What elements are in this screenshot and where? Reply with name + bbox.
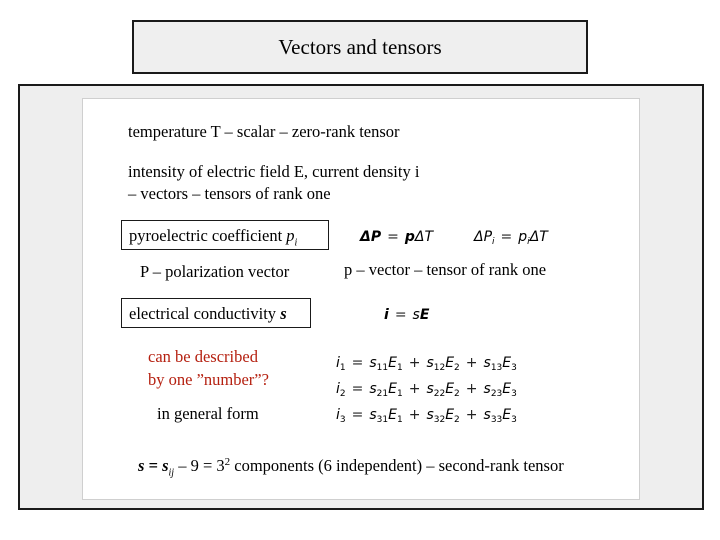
conductivity-symbol: s [280, 304, 287, 323]
general-form-label: in general form [157, 404, 259, 423]
pyroelectric-label: pyroelectric coefficient [129, 226, 283, 245]
equation-dp-vector: ΔP = pΔT [360, 229, 434, 245]
p-vector-line: p – vector – tensor of rank one [344, 260, 547, 279]
tensor-summary-line [138, 458, 564, 478]
tensor-count: – 9 = 3 [174, 456, 225, 475]
pyroelectric-symbol-index: i [294, 237, 298, 249]
equation-ohm-law: i = sE [384, 307, 430, 323]
polarization-line: P – polarization vector [140, 262, 290, 281]
temperature-line: temperature T – scalar – zero-rank tensor [128, 122, 400, 141]
equation-row-1: $i_1 = s_{11}E_1 + s_{12}E_2 + s_{13}E_3$ [336, 355, 517, 373]
pyroelectric-line [129, 228, 297, 248]
component-equations [336, 356, 517, 434]
equation-row-3: $i_3 = s_{31}E_1 + s_{32}E_2 + s_{33}E_3$ [336, 407, 517, 425]
conductivity-label: electrical conductivity [129, 304, 277, 323]
slide-title: Vectors and tensors [278, 34, 442, 59]
tensor-lhs-index: ij [168, 467, 175, 479]
pyroelectric-symbol: p [286, 226, 295, 245]
equation-dp-component: $\Delta P_i = p_i\Delta T$ [474, 229, 548, 247]
conductivity-line [129, 306, 287, 323]
tensor-lhs: s = s [138, 456, 169, 475]
intensity-line-1: intensity of electric field E, current density i [128, 162, 420, 181]
tensor-exponent: 2 [224, 456, 231, 468]
intensity-line-2: – vectors – tensors of rank one [128, 184, 331, 203]
slide-title-box [132, 20, 588, 74]
question-line-1: can be described [148, 347, 258, 366]
question-line-2: by one ”number”? [148, 370, 269, 389]
equation-row-2: $i_2 = s_{21}E_1 + s_{22}E_2 + s_{23}E_3$ [336, 381, 517, 399]
tensor-description: components (6 independent) – second-rank tensor [230, 456, 564, 475]
